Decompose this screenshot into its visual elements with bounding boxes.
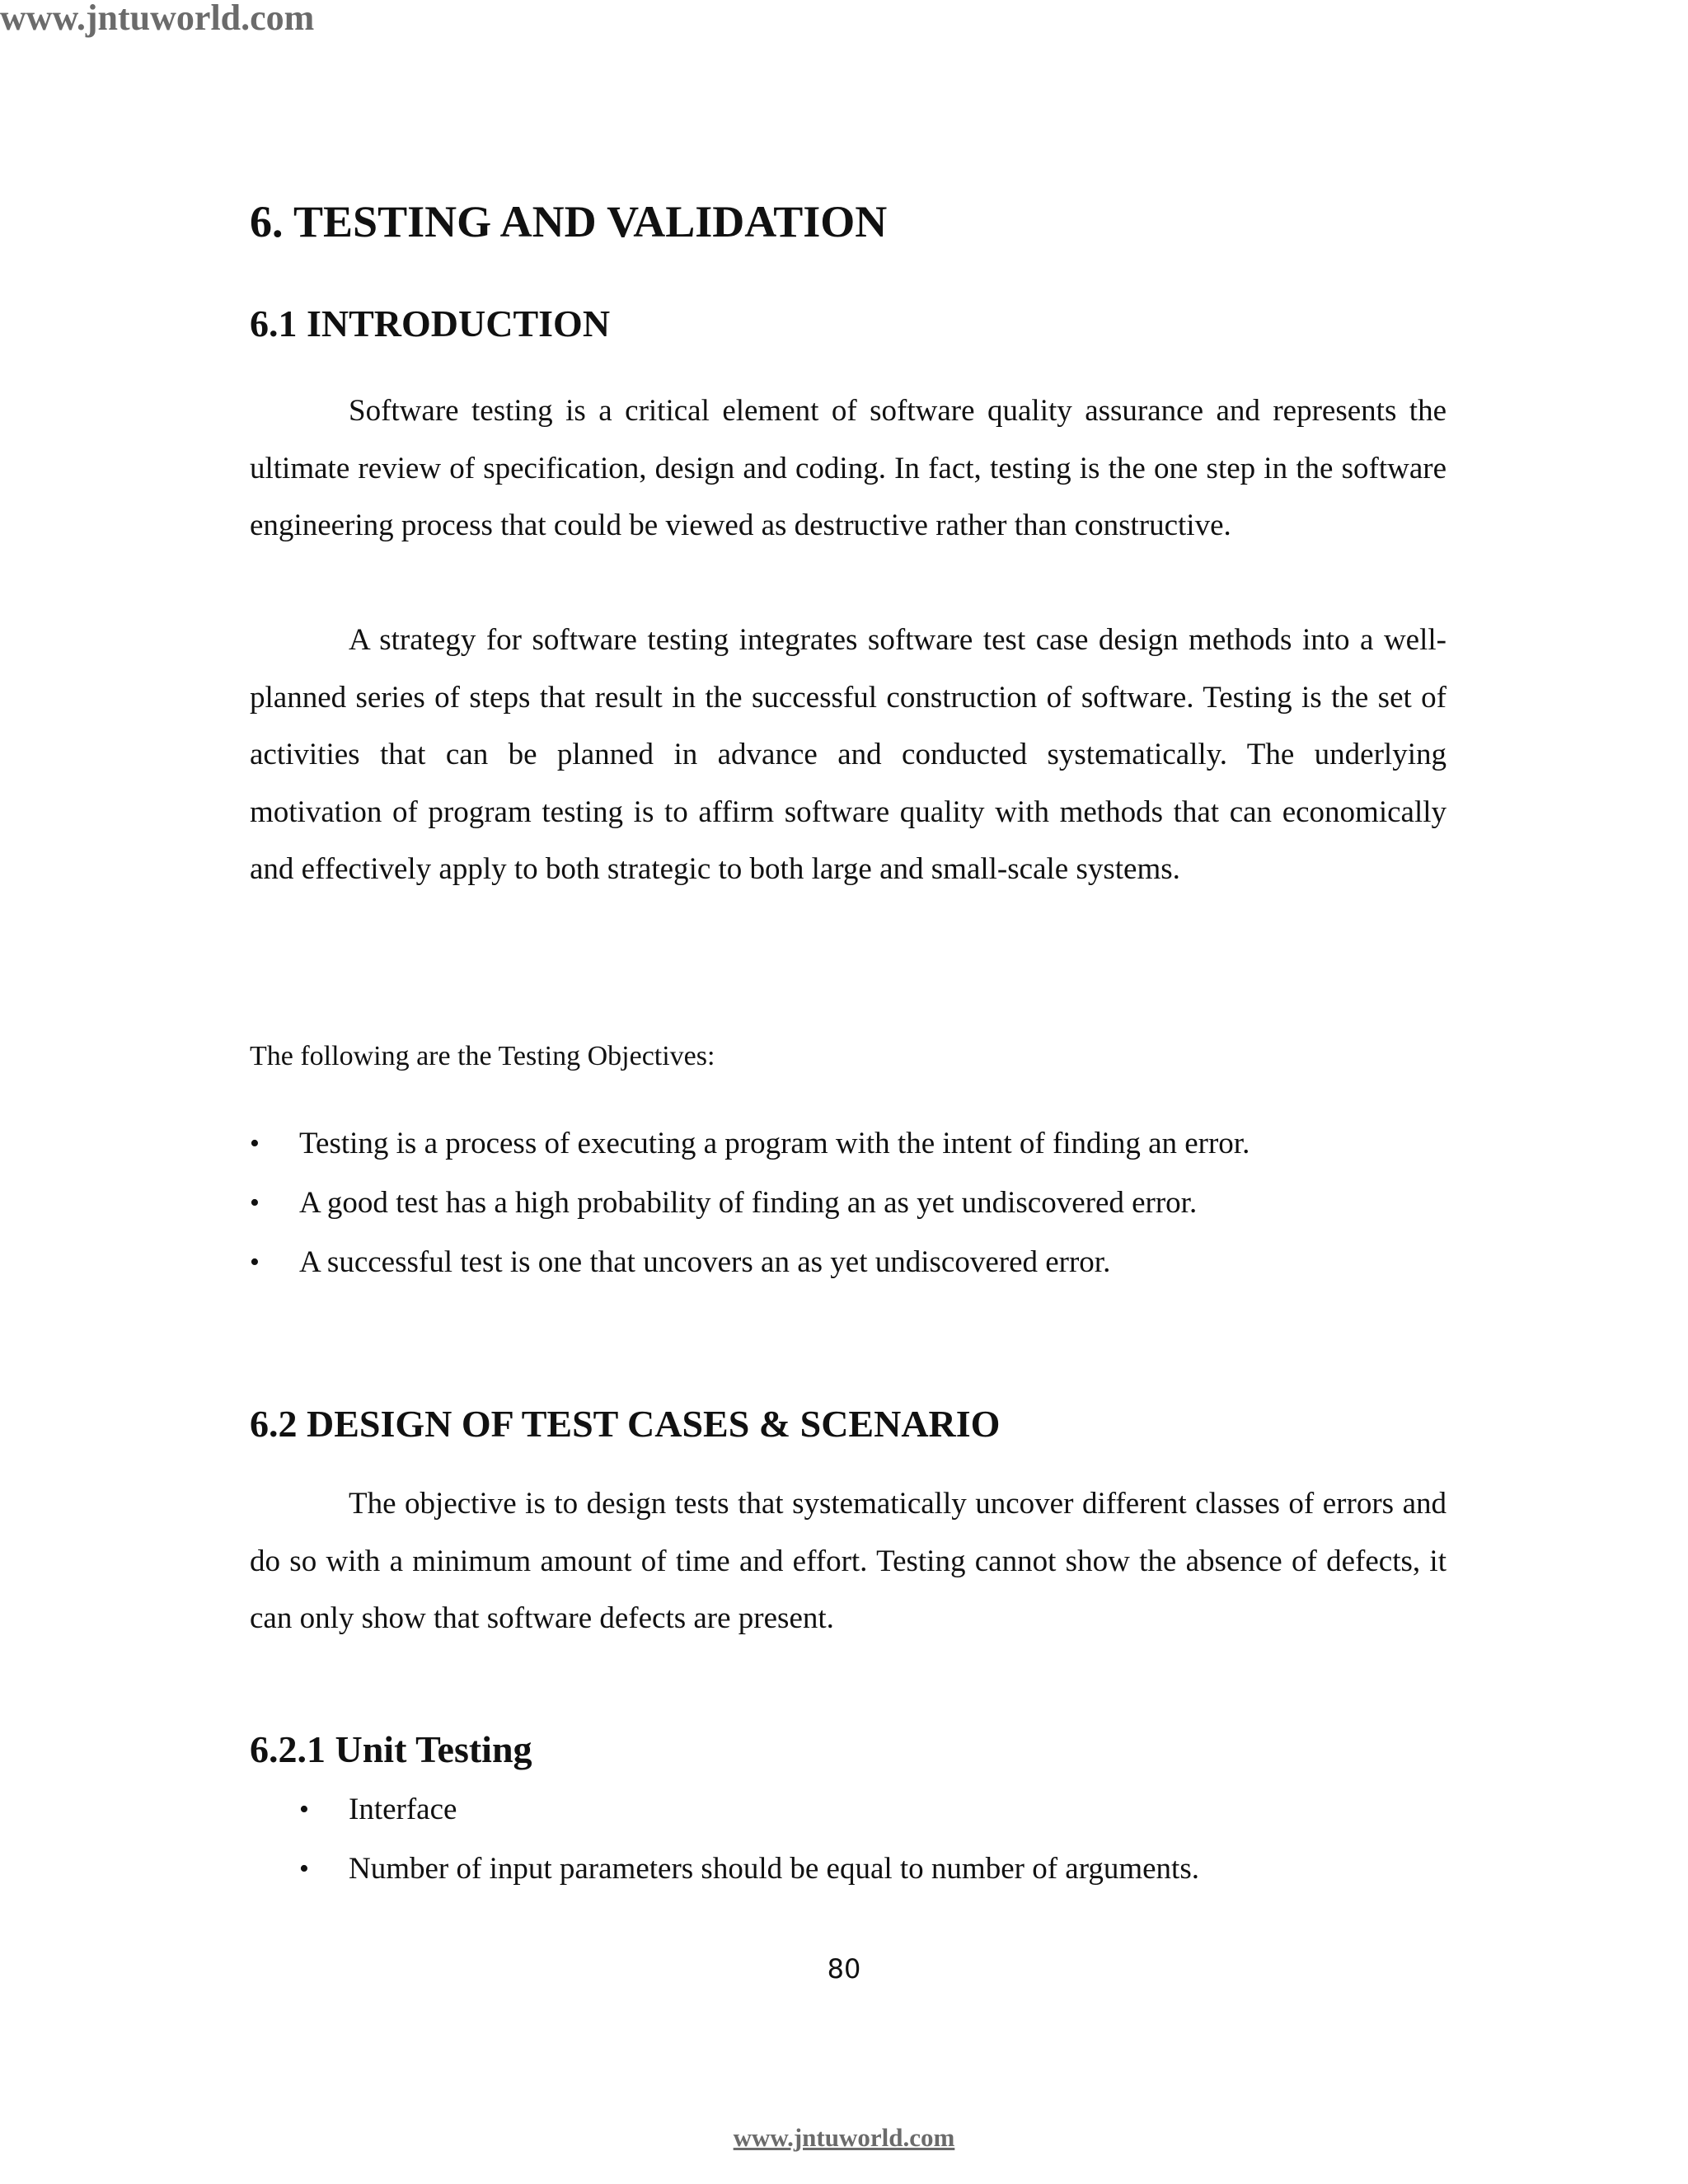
list-item — [250, 1174, 1486, 1233]
unit-testing-item: Number of input parameters should be equal to number of arguments. — [349, 1852, 1199, 1886]
design-paragraph: The objective is to design tests that systematically uncover different classes of errors and do so with a minimum amount of time and effort. Testing cannot show the absence of defects, it can only show that software defects are present. — [250, 1487, 1447, 1635]
section-heading-design: 6.2 DESIGN OF TEST CASES & SCENARIO — [250, 1403, 1001, 1445]
list-item — [250, 1114, 1486, 1174]
objective-text: Testing is a process of executing a program with the intent of finding an error. — [299, 1127, 1250, 1160]
objectives-intro: The following are the Testing Objectives: — [250, 1041, 715, 1071]
list-item — [299, 1840, 1536, 1899]
unit-testing-list — [299, 1780, 1536, 1899]
bullet-icon: • — [250, 1188, 260, 1218]
objectives-list — [250, 1114, 1486, 1292]
unit-testing-item: Interface — [349, 1793, 457, 1826]
list-item — [299, 1780, 1536, 1840]
bullet-icon: • — [250, 1247, 260, 1277]
list-item — [250, 1233, 1486, 1292]
watermark-bottom-container — [0, 2123, 1688, 2153]
chapter-title: 6. TESTING AND VALIDATION — [250, 197, 888, 246]
subsection-heading-unit-testing: 6.2.1 Unit Testing — [250, 1728, 532, 1770]
objective-text: A good test has a high probability of finding an as yet undiscovered error. — [299, 1186, 1198, 1220]
bullet-icon: • — [250, 1128, 260, 1159]
intro-paragraph-1: Software testing is a critical element of software quality assurance and represents the ultimate review of specification, design and coding. In fact, testing is the one step in the software engineering process that could be viewed as destructive rather than constructive. — [250, 394, 1447, 542]
watermark-bottom-link[interactable]: www.jntuworld.com — [733, 2123, 955, 2152]
intro-paragraph-2: A strategy for software testing integrates software test case design methods into a well-planned series of steps that result in the successful construction of software. Testing is the set of activities that can be planned in advance and conducted systematically. The underlying motivation of program testing is to affirm software quality with methods that can economically and effectively apply to both strategic to both large and small-scale systems. — [250, 623, 1447, 886]
bullet-icon: • — [299, 1854, 309, 1884]
section-heading-introduction: 6.1 INTRODUCTION — [250, 302, 611, 344]
bullet-icon: • — [299, 1794, 309, 1825]
page-number: 80 — [827, 1953, 861, 1985]
objective-text: A successful test is one that uncovers an as yet undiscovered error. — [299, 1245, 1111, 1279]
watermark-top: www.jntuworld.com — [0, 0, 315, 38]
